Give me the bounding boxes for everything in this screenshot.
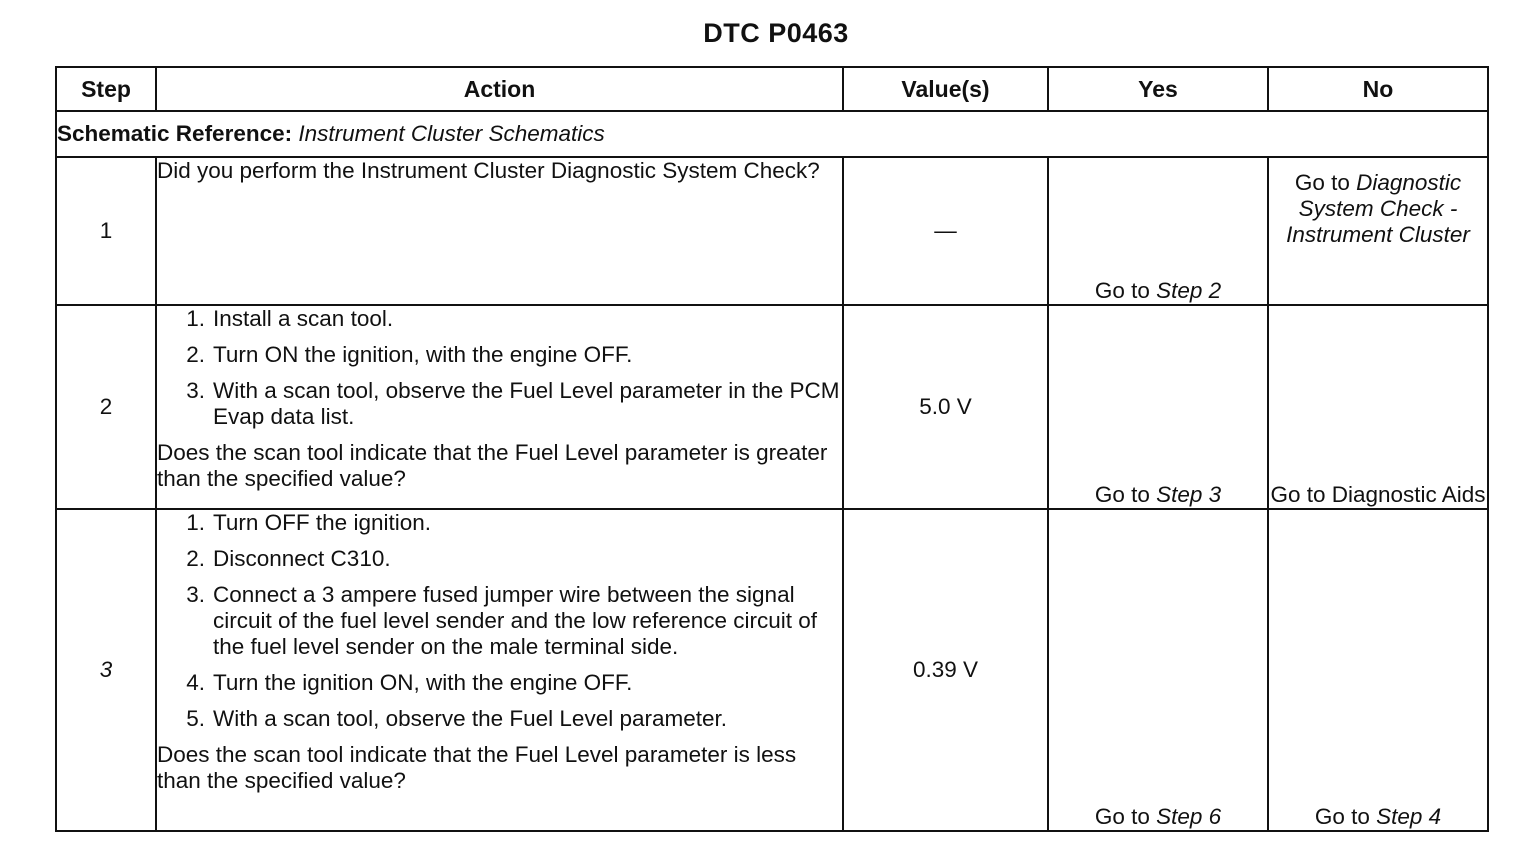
table-row: [56, 305, 1488, 509]
no-cell: [1268, 157, 1488, 305]
value-cell: 5.0 V: [843, 305, 1048, 509]
action-steps: [157, 510, 842, 732]
table-row: [56, 509, 1488, 831]
action-step: 3. Connect a 3 ampere fused jumper wire between the signal circuit of the fuel level sender and the low reference circuit of the fuel level sender on the male terminal side.: [186, 582, 818, 659]
yes-step-link[interactable]: Step 2: [1156, 278, 1222, 303]
action-cell: [156, 509, 843, 831]
action-step: 5. With a scan tool, observe the Fuel Level parameter.: [186, 706, 728, 731]
schematic-reference-cell: [56, 111, 1488, 157]
action-cell: [156, 305, 843, 509]
schematic-reference-row: [56, 111, 1488, 157]
step-number: 1: [56, 157, 156, 305]
schematic-reference-link[interactable]: Instrument Cluster Schematics: [298, 121, 605, 146]
step-number: 2: [56, 305, 156, 509]
action-step: 2. Disconnect C310.: [186, 546, 391, 571]
header-no: No: [1268, 67, 1488, 111]
no-cell: [1268, 305, 1488, 509]
yes-cell: [1048, 509, 1268, 831]
header-yes: Yes: [1048, 67, 1268, 111]
action-step: 1. Turn OFF the ignition.: [186, 510, 432, 535]
header-values: Value(s): [843, 67, 1048, 111]
yes-prefix: Go to: [1094, 278, 1150, 303]
no-step-link[interactable]: Step 4: [1376, 804, 1442, 829]
schematic-reference-label: Schematic Reference:: [57, 121, 293, 146]
action-step: 4. Turn the ignition ON, with the engine OFF.: [186, 670, 633, 695]
action-question: Does the scan tool indicate that the Fuel Level parameter is less than the specified value?: [157, 742, 797, 793]
yes-prefix: Go to: [1094, 482, 1150, 507]
diagnostic-table: [55, 66, 1489, 832]
header-step: Step: [56, 67, 156, 111]
action-cell: [156, 157, 843, 305]
value-cell: 0.39 V: [843, 509, 1048, 831]
no-prefix: Go to: [1294, 170, 1350, 195]
action-step: 3. With a scan tool, observe the Fuel Level parameter in the PCM Evap data list.: [186, 378, 840, 429]
yes-step-link[interactable]: Step 3: [1156, 482, 1222, 507]
action-step: 2. Turn ON the ignition, with the engine OFF.: [186, 342, 633, 367]
yes-cell: [1048, 157, 1268, 305]
action-question: Did you perform the Instrument Cluster Diagnostic System Check?: [157, 158, 820, 183]
no-diagnostic-aids-link[interactable]: Go to Diagnostic Aids: [1270, 482, 1486, 507]
action-step: 1. Install a scan tool.: [186, 306, 394, 331]
table-row: [56, 157, 1488, 305]
yes-cell: [1048, 305, 1268, 509]
header-row: [56, 67, 1488, 111]
yes-step-link[interactable]: Step 6: [1156, 804, 1222, 829]
no-prefix: Go to: [1314, 804, 1370, 829]
no-cell: [1268, 509, 1488, 831]
action-steps: [157, 306, 842, 430]
action-question: Does the scan tool indicate that the Fuel Level parameter is greater than the specified value?: [157, 440, 828, 491]
step-number: 3: [56, 509, 156, 831]
header-action: Action: [156, 67, 843, 111]
yes-prefix: Go to: [1094, 804, 1150, 829]
no-diagnostic-link[interactable]: Diagnostic System Check - Instrument Cluster: [1286, 170, 1470, 247]
page-title: DTC P0463: [703, 18, 849, 48]
value-cell: —: [843, 157, 1048, 305]
